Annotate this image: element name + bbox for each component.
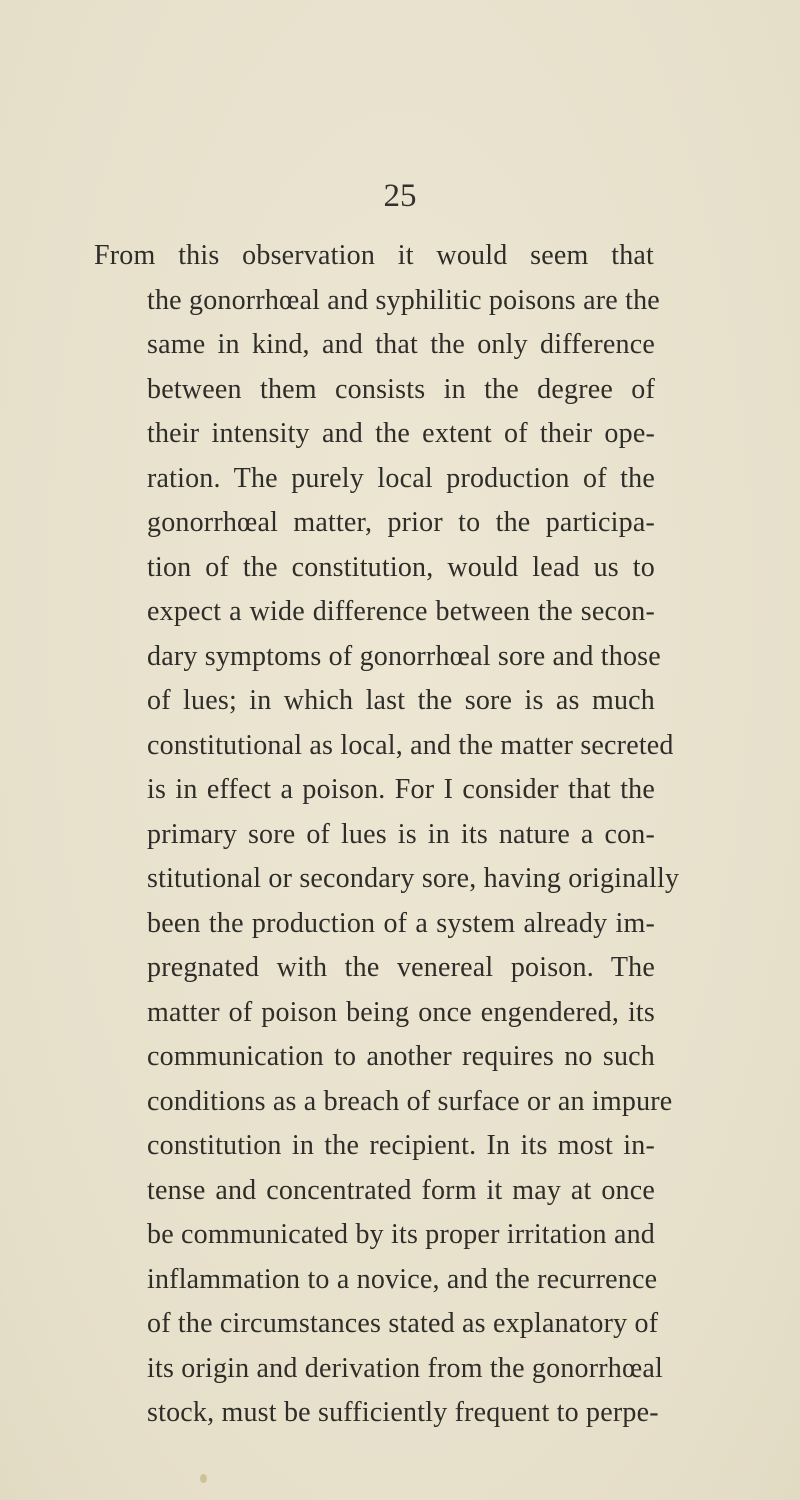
text-line: the gonorrhœal and syphilitic poisons are the	[147, 284, 660, 316]
text-line: dary symptoms of gonorrhœal sore and those	[147, 640, 661, 672]
text-line: be communicated by its proper irritation and	[147, 1219, 655, 1250]
text-line: ration. The purely local production of the	[147, 462, 655, 494]
text-line: is in effect a poison. For I consider that the	[147, 774, 655, 805]
text-line: their intensity and the extent of their ope-	[147, 418, 655, 449]
text-line: stock, must be sufficiently frequent to perpe-	[147, 1397, 659, 1428]
text-line: of the circumstances stated as explanatory of	[147, 1308, 659, 1339]
text-line: pregnated with the venereal poison. The	[147, 952, 655, 983]
page-number: 25	[383, 178, 417, 214]
text-line: constitutional as local, and the matter secreted	[147, 729, 674, 761]
text-line: between them consists in the degree of	[147, 373, 655, 405]
text-line: of lues; in which last the sore is as much	[147, 685, 655, 716]
text-line: matter of poison being once engendered, its	[147, 996, 655, 1028]
text-line: primary sore of lues is in its nature a con-	[147, 818, 655, 850]
text-line: stitutional or secondary sore, having originally	[147, 863, 680, 894]
text-line: tense and concentrated form it may at once	[147, 1174, 655, 1206]
text-line: From this observation it would seem that	[94, 240, 654, 271]
text-line: communication to another requires no such	[147, 1041, 655, 1072]
text-line: its origin and derivation from the gonorrhœal	[147, 1352, 663, 1384]
text-line: tion of the constitution, would lead us to	[147, 551, 655, 583]
text-line: same in kind, and that the only difference	[147, 329, 655, 360]
text-line: inflammation to a novice, and the recurrence	[147, 1263, 658, 1295]
text-line: gonorrhœal matter, prior to the participa-	[147, 507, 655, 538]
text-line: constitution in the recipient. In its most in-	[147, 1130, 655, 1161]
paper-speck	[200, 1474, 207, 1483]
text-line: been the production of a system already im-	[147, 907, 655, 939]
text-line: conditions as a breach of surface or an impure	[147, 1085, 673, 1117]
text-line: expect a wide difference between the secon-	[147, 596, 655, 627]
